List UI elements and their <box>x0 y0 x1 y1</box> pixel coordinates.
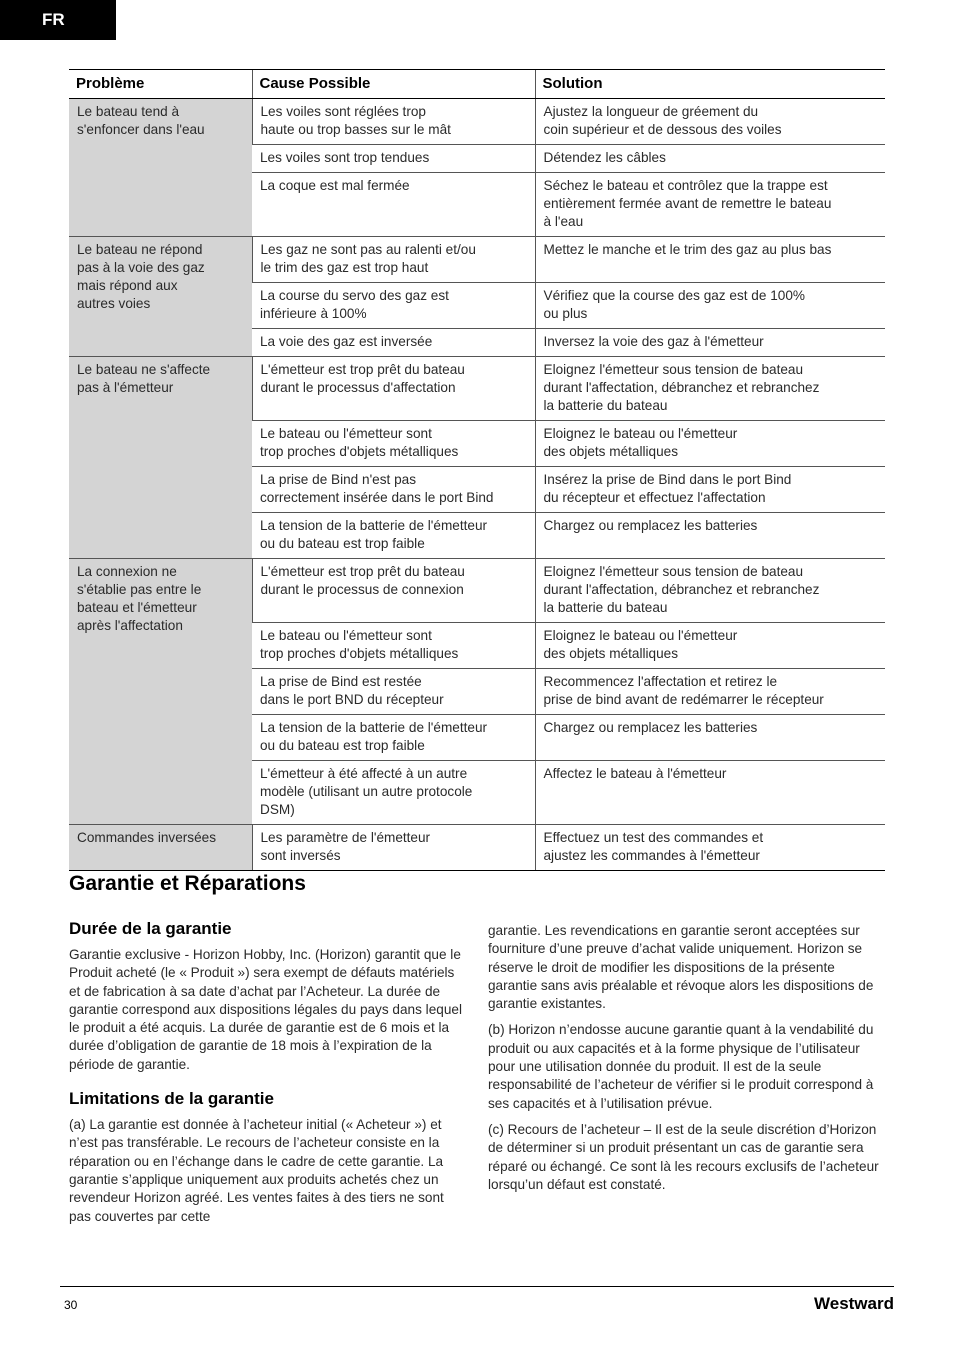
solution-cell <box>535 421 885 467</box>
cell-line: Les voiles sont trop tendues <box>260 150 430 165</box>
header-cause: Cause Possible <box>252 70 535 99</box>
problem-cell <box>69 357 252 559</box>
table-row <box>69 559 885 623</box>
cause-cell <box>252 669 535 715</box>
cell-line: des objets métalliques <box>543 646 679 661</box>
cause-cell <box>252 559 535 623</box>
cell-line: Les voiles sont réglées trop <box>260 104 426 119</box>
cause-cell <box>252 467 535 513</box>
cause-cell <box>252 329 535 357</box>
cell-line: Le bateau ou l'émetteur sont <box>260 426 432 441</box>
cell-line: La prise de Bind est restée <box>260 674 422 689</box>
cell-line: Le bateau ne répond <box>77 242 203 257</box>
cell-line: Effectuez un test des commandes et <box>543 830 764 845</box>
cell-line: du récepteur et effectuez l'affectation <box>543 490 766 505</box>
duration-text: Garantie exclusive - Horizon Hobby, Inc. (Horizon) garantit que le Produit acheté (le « Produit ») sera exempt de défauts matériels et de fabrication à sa date d’achat par l’Acheteur. La durée de garantie correspond aux dispositions légales du pays dans lequel le produit a été acquis. La durée de garantie est de 6 mois et la durée d’obligation de garantie de 18 mois à l’expiration de la période de garantie. <box>69 947 462 1072</box>
cell-line: ou du bateau est trop faible <box>260 536 425 551</box>
cell-line: ou du bateau est trop faible <box>260 738 425 753</box>
solution-cell <box>535 513 885 559</box>
solution-cell <box>535 237 885 283</box>
table-row <box>69 237 885 283</box>
cell-line: à l'eau <box>543 214 584 229</box>
cause-cell <box>252 237 535 283</box>
cell-line: entièrement fermée avant de remettre le bateau <box>543 196 832 211</box>
header-solution: Solution <box>535 70 885 99</box>
cell-line: Le bateau ou l'émetteur sont <box>260 628 432 643</box>
troubleshooting-table <box>69 69 885 871</box>
cell-line: La course du servo des gaz est <box>260 288 449 303</box>
cell-line: ajustez les commandes à l'émetteur <box>543 848 760 863</box>
cell-line: L'émetteur est trop prêt du bateau <box>260 362 465 377</box>
cell-line: la batterie du bateau <box>543 398 668 413</box>
cell-line: Les paramètre de l'émetteur <box>260 830 431 845</box>
cell-line: Insérez la prise de Bind dans le port Bind <box>543 472 792 487</box>
cell-line: s'établie pas entre le <box>77 582 202 597</box>
cause-cell <box>252 825 535 871</box>
cell-line: Chargez ou remplacez les batteries <box>543 518 758 533</box>
table-row <box>69 825 885 871</box>
solution-cell <box>535 145 885 173</box>
section-title: Garantie et Réparations <box>69 872 306 895</box>
footer-divider <box>60 1286 894 1287</box>
solution-cell <box>535 99 885 145</box>
cell-line: le trim des gaz est trop haut <box>260 260 429 275</box>
cell-line: La voie des gaz est inversée <box>260 334 433 349</box>
cell-line: autres voies <box>77 296 151 311</box>
cell-line: Détendez les câbles <box>543 150 666 165</box>
cell-line: s'enfoncer dans l'eau <box>77 122 205 137</box>
cell-line: sont inversés <box>260 848 341 863</box>
cell-line: Chargez ou remplacez les batteries <box>543 720 758 735</box>
cause-cell <box>252 145 535 173</box>
cell-line: Le bateau tend à <box>77 104 180 119</box>
cell-line: prise de bind avant de redémarrer le récepteur <box>543 692 824 707</box>
cell-line: Vérifiez que la course des gaz est de 100% <box>543 288 805 303</box>
cause-cell <box>252 623 535 669</box>
cell-line: Eloignez l'émetteur sous tension de bateau <box>543 362 804 377</box>
cell-line: des objets métalliques <box>543 444 679 459</box>
cause-cell <box>252 513 535 559</box>
cause-cell <box>252 715 535 761</box>
cause-cell <box>252 173 535 237</box>
cause-cell <box>252 761 535 825</box>
solution-cell <box>535 357 885 421</box>
table-row <box>69 99 885 145</box>
solution-cell <box>535 669 885 715</box>
limitations-a-text: (a) La garantie est donnée à l’acheteur initial (« Acheteur ») et n’est pas transférable. Le recours de l’acheteur consiste en la réparation ou en l’échange dans le cadre de cette garantie. La garantie s’applique uniquement aux produits achetés chez un revendeur Horizon agréé. Les ventes faites à des tiers ne sont pas couvertes par cette <box>69 1117 444 1224</box>
cell-line: pas à l'émetteur <box>77 380 174 395</box>
solution-cell <box>535 559 885 623</box>
cell-line: inférieure à 100% <box>260 306 367 321</box>
cause-cell <box>252 357 535 421</box>
solution-cell <box>535 467 885 513</box>
language-tab: FR <box>0 0 116 40</box>
cell-line: dans le port BND du récepteur <box>260 692 444 707</box>
cause-cell <box>252 421 535 467</box>
problem-cell <box>69 99 252 237</box>
solution-cell <box>535 283 885 329</box>
solution-cell <box>535 173 885 237</box>
solution-cell <box>535 329 885 357</box>
cell-line: ou plus <box>543 306 588 321</box>
cell-line: La tension de la batterie de l'émetteur <box>260 518 488 533</box>
cell-line: La connexion ne <box>77 564 177 579</box>
cell-line: après l'affectation <box>77 618 183 633</box>
cell-line: Eloignez le bateau ou l'émetteur <box>543 628 738 643</box>
cell-line: bateau et l'émetteur <box>77 600 197 615</box>
table-header-row <box>69 70 885 99</box>
table-body <box>69 99 885 871</box>
solution-cell <box>535 715 885 761</box>
right-column <box>488 922 882 1202</box>
cell-line: L'émetteur à été affecté à un autre <box>260 766 468 781</box>
solution-cell <box>535 761 885 825</box>
cell-line: durant l'affectation, débranchez et rebranchez <box>543 582 820 597</box>
right-paragraph-1: garantie. Les revendications en garantie seront acceptées sur fourniture d’une preuve d’achat valide uniquement. Horizon se réserve le droit de modifier les dispositions de la présente garantie sans avis préalable et révoque alors les dispositions de garantie existantes. <box>488 923 874 1012</box>
cell-line: Ajustez la longueur de gréement du <box>543 104 759 119</box>
cell-line: durant le processus d'affectation <box>260 380 456 395</box>
cell-line: coin supérieur et de dessous des voiles <box>543 122 782 137</box>
duration-heading: Durée de la garantie <box>69 919 232 938</box>
cause-cell <box>252 99 535 145</box>
solution-cell <box>535 623 885 669</box>
table-row <box>69 357 885 421</box>
problem-cell <box>69 559 252 825</box>
cell-line: correctement insérée dans le port Bind <box>260 490 494 505</box>
cell-line: la batterie du bateau <box>543 600 668 615</box>
cell-line: Le bateau ne s'affecte <box>77 362 211 377</box>
cell-line: DSM) <box>260 802 295 817</box>
cell-line: La tension de la batterie de l'émetteur <box>260 720 488 735</box>
cell-line: La prise de Bind n'est pas <box>260 472 417 487</box>
cell-line: haute ou trop basses sur le mât <box>260 122 451 137</box>
cell-line: L'émetteur est trop prêt du bateau <box>260 564 465 579</box>
cell-line: Commandes inversées <box>77 830 217 845</box>
cell-line: pas à la voie des gaz <box>77 260 205 275</box>
header-problem: Problème <box>69 70 252 99</box>
cell-line: Les gaz ne sont pas au ralenti et/ou <box>260 242 476 257</box>
problem-cell <box>69 237 252 357</box>
cell-line: trop proches d'objets métalliques <box>260 444 459 459</box>
cell-line: Affectez le bateau à l'émetteur <box>543 766 727 781</box>
cell-line: durant le processus de connexion <box>260 582 464 597</box>
cell-line: Eloignez l'émetteur sous tension de bateau <box>543 564 804 579</box>
page-number: 30 <box>64 1298 78 1312</box>
problem-cell <box>69 825 252 871</box>
brand-name: Westward <box>814 1294 894 1313</box>
cell-line: Inversez la voie des gaz à l'émetteur <box>543 334 764 349</box>
limitations-heading: Limitations de la garantie <box>69 1089 274 1109</box>
cell-line: mais répond aux <box>77 278 178 293</box>
right-paragraph-2: (b) Horizon n’endosse aucune garantie quant à la vendabilité du produit ou aux capacités et à la forme physique de l’utilisateur pour une utilisation donnée du produit. Il est de la seule responsabilité de l’acheteur de vérifier si le produit correspond à ses capacités et à l’utilisation prévue. <box>488 1022 874 1111</box>
cell-line: durant l'affectation, débranchez et rebranchez <box>543 380 820 395</box>
cell-line: modèle (utilisant un autre protocole <box>260 784 473 799</box>
cell-line: Séchez le bateau et contrôlez que la trappe est <box>543 178 828 193</box>
cell-line: La coque est mal fermée <box>260 178 410 193</box>
cell-line: Mettez le manche et le trim des gaz au plus bas <box>543 242 832 257</box>
cell-line: Recommencez l'affectation et retirez le <box>543 674 778 689</box>
right-paragraph-3: (c) Recours de l’acheteur – Il est de la seule discrétion d’Horizon de déterminer si un produit présentant un cas de garantie sera réparé ou échangé. Ce sont là les recours exclusifs de l’acheteur lorsqu’un défaut est constaté. <box>488 1121 879 1192</box>
left-column <box>69 918 463 1234</box>
cell-line: Eloignez le bateau ou l'émetteur <box>543 426 738 441</box>
cause-cell <box>252 283 535 329</box>
solution-cell <box>535 825 885 871</box>
cell-line: trop proches d'objets métalliques <box>260 646 459 661</box>
